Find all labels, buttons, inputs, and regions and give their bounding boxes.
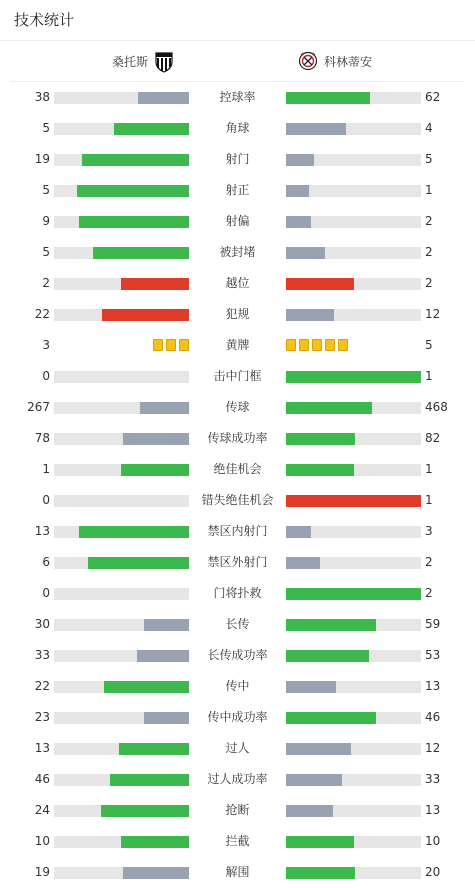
stat-label: 角球 [225, 121, 250, 135]
away-bar-fill [286, 185, 309, 197]
away-bar-track [286, 836, 421, 848]
yellow-card-icon [312, 339, 322, 351]
home-bar-fill [77, 185, 189, 197]
away-bar-track [286, 650, 421, 662]
away-bar-fill [286, 681, 336, 693]
home-value: 267 [27, 400, 50, 414]
yellow-card-icon [325, 339, 335, 351]
stat-row[interactable] [0, 330, 475, 361]
home-value: 46 [34, 772, 50, 786]
away-value: 1 [425, 369, 433, 383]
stat-label: 错失绝佳机会 [201, 493, 274, 507]
teams-header [10, 41, 465, 82]
yellow-card-icon [299, 339, 309, 351]
yellow-card-icon [179, 339, 189, 351]
home-bar-fill [138, 92, 189, 104]
away-value: 12 [425, 307, 441, 321]
home-value: 22 [34, 307, 50, 321]
home-value: 6 [42, 555, 50, 569]
home-value: 78 [34, 431, 50, 445]
stat-label: 过人成功率 [207, 772, 268, 786]
away-value: 53 [425, 648, 441, 662]
home-bar-fill [82, 154, 189, 166]
home-bar-fill [121, 836, 189, 848]
away-bar-fill [286, 805, 333, 817]
home-bar-track [54, 402, 189, 414]
home-bar-fill [104, 681, 189, 693]
home-yellow-cards [153, 339, 189, 353]
home-bar-track [54, 836, 189, 848]
home-bar-track [54, 278, 189, 290]
home-bar-fill [140, 402, 189, 414]
away-bar-fill [286, 836, 354, 848]
away-bar-track [286, 433, 421, 445]
home-value: 3 [42, 338, 50, 352]
stat-label: 射门 [225, 152, 250, 166]
stat-label: 击中门框 [213, 369, 262, 383]
away-value: 2 [425, 276, 433, 290]
away-value: 2 [425, 245, 433, 259]
home-bar-fill [121, 278, 189, 290]
away-bar-track [286, 216, 421, 228]
home-bar-track [54, 526, 189, 538]
away-value: 62 [425, 90, 441, 104]
away-bar-track [286, 185, 421, 197]
away-value: 33 [425, 772, 441, 786]
home-bar-fill [121, 464, 189, 476]
away-bar-track [286, 402, 421, 414]
home-bar-track [54, 619, 189, 631]
home-bar-fill [144, 619, 189, 631]
away-value: 10 [425, 834, 441, 848]
away-bar-fill [286, 619, 376, 631]
away-bar-fill [286, 247, 325, 259]
away-bar-track [286, 278, 421, 290]
home-value: 19 [34, 152, 50, 166]
home-bar-track [54, 588, 189, 600]
home-bar-fill [114, 123, 189, 135]
away-bar-track [286, 588, 421, 600]
home-bar-fill [93, 247, 189, 259]
away-value: 13 [425, 803, 441, 817]
stat-row[interactable] [0, 144, 475, 175]
away-bar-fill [286, 557, 320, 569]
stat-row[interactable] [0, 423, 475, 454]
home-value: 5 [42, 121, 50, 135]
home-value: 5 [42, 183, 50, 197]
stat-row[interactable] [0, 392, 475, 423]
away-bar-fill [286, 433, 355, 445]
stat-row[interactable] [0, 113, 475, 144]
stat-row[interactable] [0, 671, 475, 702]
away-bar-track [286, 123, 421, 135]
away-value: 468 [425, 400, 448, 414]
away-bar-track [286, 309, 421, 321]
home-bar-track [54, 712, 189, 724]
home-value: 13 [34, 741, 50, 755]
stat-row[interactable] [0, 857, 475, 888]
stat-label: 传中 [225, 679, 250, 693]
stat-label: 黄牌 [225, 338, 250, 352]
away-bar-track [286, 371, 421, 383]
stat-row[interactable] [0, 361, 475, 392]
away-bar-track [286, 867, 421, 879]
stat-row[interactable] [0, 702, 475, 733]
away-value: 2 [425, 586, 433, 600]
home-bar-track [54, 557, 189, 569]
home-value: 2 [42, 276, 50, 290]
away-value: 5 [425, 152, 433, 166]
stat-label: 传球 [225, 400, 250, 414]
away-bar-fill [286, 402, 372, 414]
stat-row[interactable] [0, 237, 475, 268]
stat-row[interactable] [0, 764, 475, 795]
home-bar-fill [144, 712, 189, 724]
home-bar-track [54, 216, 189, 228]
away-value: 1 [425, 493, 433, 507]
away-value: 59 [425, 617, 441, 631]
stat-label: 禁区外射门 [207, 555, 268, 569]
away-value: 46 [425, 710, 441, 724]
away-value: 3 [425, 524, 433, 538]
home-value: 24 [34, 803, 50, 817]
home-team-name: 桑托斯 [111, 54, 148, 69]
home-bar-fill [137, 650, 189, 662]
away-value: 1 [425, 183, 433, 197]
away-bar-fill [286, 309, 334, 321]
home-value: 0 [42, 369, 50, 383]
yellow-card-icon [286, 339, 296, 351]
away-bar-fill [286, 712, 376, 724]
stat-label: 解围 [225, 865, 250, 879]
home-bar-track [54, 650, 189, 662]
away-bar-fill [286, 154, 314, 166]
stat-row[interactable] [0, 640, 475, 671]
yellow-card-icon [166, 339, 176, 351]
home-value: 0 [42, 586, 50, 600]
home-value: 9 [42, 214, 50, 228]
home-bar-fill [79, 526, 189, 538]
stat-label: 射正 [225, 183, 250, 197]
home-value: 33 [34, 648, 50, 662]
away-bar-fill [286, 464, 354, 476]
home-bar-track [54, 867, 189, 879]
home-value: 22 [34, 679, 50, 693]
home-bar-track [54, 805, 189, 817]
away-bar-fill [286, 588, 421, 600]
away-bar-fill [286, 650, 369, 662]
away-bar-fill [286, 92, 370, 104]
stat-label: 越位 [225, 276, 250, 290]
home-bar-track [54, 464, 189, 476]
stat-row[interactable] [0, 82, 475, 113]
away-bar-track [286, 712, 421, 724]
home-bar-track [54, 247, 189, 259]
home-bar-track [54, 433, 189, 445]
home-bar-track [54, 309, 189, 321]
yellow-card-icon [338, 339, 348, 351]
home-bar-fill [79, 216, 189, 228]
away-bar-track [286, 464, 421, 476]
home-bar-fill [102, 309, 189, 321]
stat-label: 传中成功率 [207, 710, 268, 724]
stat-label: 犯规 [225, 307, 250, 321]
home-bar-fill [123, 433, 189, 445]
away-bar-fill [286, 371, 421, 383]
home-bar-track [54, 495, 189, 507]
away-bar-track [286, 92, 421, 104]
away-team[interactable] [292, 41, 372, 81]
home-value: 10 [34, 834, 50, 848]
stat-label: 门将扑救 [213, 586, 262, 600]
stat-label: 控球率 [219, 90, 256, 104]
page-title: 技术统计 [0, 0, 475, 41]
away-value: 82 [425, 431, 441, 445]
home-bar-fill [123, 867, 189, 879]
home-value: 1 [42, 462, 50, 476]
away-bar-fill [286, 495, 421, 507]
away-bar-fill [286, 774, 342, 786]
home-value: 19 [34, 865, 50, 879]
corinthians-crest-icon [298, 51, 318, 71]
stat-row[interactable] [0, 733, 475, 764]
away-bar-fill [286, 216, 311, 228]
home-bar-track [54, 774, 189, 786]
away-value: 5 [425, 338, 433, 352]
home-team[interactable] [112, 41, 180, 81]
home-value: 38 [34, 90, 50, 104]
stat-label: 绝佳机会 [213, 462, 262, 476]
home-bar-track [54, 743, 189, 755]
stat-row[interactable] [0, 454, 475, 485]
away-bar-track [286, 526, 421, 538]
away-team-name: 科林蒂安 [324, 54, 373, 69]
home-bar-track [54, 185, 189, 197]
yellow-card-icon [153, 339, 163, 351]
away-value: 1 [425, 462, 433, 476]
home-bar-fill [101, 805, 189, 817]
stat-label: 抢断 [225, 803, 250, 817]
stat-row[interactable] [0, 268, 475, 299]
away-bar-fill [286, 526, 311, 538]
home-bar-fill [119, 743, 189, 755]
stat-row[interactable] [0, 609, 475, 640]
stat-label: 禁区内射门 [207, 524, 268, 538]
away-bar-track [286, 557, 421, 569]
stat-row[interactable] [0, 795, 475, 826]
home-value: 23 [34, 710, 50, 724]
away-value: 2 [425, 555, 433, 569]
away-value: 4 [425, 121, 433, 135]
stat-label: 过人 [225, 741, 250, 755]
home-bar-track [54, 154, 189, 166]
away-value: 2 [425, 214, 433, 228]
home-value: 5 [42, 245, 50, 259]
away-bar-fill [286, 278, 354, 290]
stat-row[interactable] [0, 206, 475, 237]
home-value: 30 [34, 617, 50, 631]
home-value: 0 [42, 493, 50, 507]
stat-row[interactable] [0, 547, 475, 578]
stat-row[interactable] [0, 175, 475, 206]
home-bar-track [54, 681, 189, 693]
away-bar-track [286, 247, 421, 259]
away-yellow-cards [286, 339, 348, 353]
home-bar-fill [88, 557, 189, 569]
home-bar-fill [110, 774, 189, 786]
stat-label: 长传成功率 [207, 648, 268, 662]
stat-row[interactable] [0, 578, 475, 609]
away-bar-track [286, 154, 421, 166]
away-bar-track [286, 774, 421, 786]
away-value: 12 [425, 741, 441, 755]
stat-row[interactable] [0, 485, 475, 516]
stat-label: 被封堵 [219, 245, 256, 259]
away-bar-track [286, 619, 421, 631]
home-bar-track [54, 123, 189, 135]
away-bar-track [286, 805, 421, 817]
away-value: 20 [425, 865, 441, 879]
away-bar-track [286, 743, 421, 755]
away-bar-fill [286, 743, 351, 755]
stat-row[interactable] [0, 299, 475, 330]
stat-label: 拦截 [225, 834, 250, 848]
away-bar-fill [286, 123, 346, 135]
stat-label: 长传 [225, 617, 250, 631]
away-bar-fill [286, 867, 355, 879]
stat-row[interactable] [0, 826, 475, 857]
home-bar-track [54, 92, 189, 104]
away-bar-track [286, 681, 421, 693]
away-value: 13 [425, 679, 441, 693]
stat-label: 射偏 [225, 214, 250, 228]
away-bar-track [286, 495, 421, 507]
stat-row[interactable] [0, 516, 475, 547]
home-value: 13 [34, 524, 50, 538]
santos-crest-icon [154, 51, 174, 71]
stat-label: 传球成功率 [207, 431, 268, 445]
home-bar-track [54, 371, 189, 383]
